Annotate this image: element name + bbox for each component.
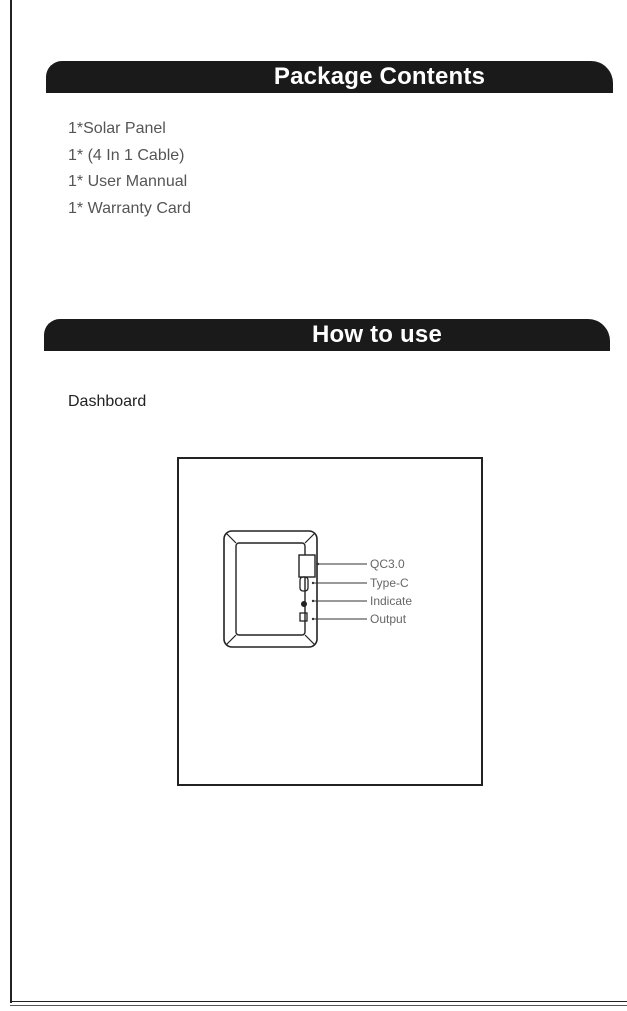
indicate-label: Indicate	[370, 594, 413, 608]
package-contents-list	[68, 116, 191, 222]
list-item: 1*Solar Panel	[68, 120, 166, 137]
qc30-leader-dot	[317, 563, 319, 565]
package-contents-banner	[46, 61, 613, 93]
device-outer-frame	[224, 531, 317, 647]
type-c-label: Type-C	[370, 576, 409, 590]
type-c-port	[300, 577, 308, 591]
indicate-leader-dot	[312, 600, 314, 602]
device-bevel-line	[305, 635, 315, 645]
dashboard-diagram	[177, 457, 483, 786]
left-margin-rule	[10, 0, 12, 1003]
device-bevel-line	[305, 533, 315, 543]
dashboard-diagram-svg	[179, 459, 481, 784]
qc30-port	[299, 555, 315, 577]
type-c-leader-dot	[312, 582, 314, 584]
output-leader-dot	[312, 618, 314, 620]
bottom-rule-secondary	[10, 1005, 627, 1006]
qc30-label: QC3.0	[370, 557, 405, 571]
how-to-use-banner	[44, 319, 610, 351]
output-label: Output	[370, 612, 407, 626]
how-to-use-title: How to use	[311, 321, 442, 348]
bottom-rule	[10, 1001, 627, 1002]
package-contents-title: Package Contents	[273, 63, 486, 90]
device-inner-panel	[236, 543, 305, 635]
output-port	[300, 613, 307, 621]
device-bevel-line	[226, 635, 236, 645]
dashboard-label: Dashboard	[68, 393, 147, 410]
list-item: 1* User Mannual	[68, 173, 188, 190]
device-bevel-line	[226, 533, 236, 543]
list-item: 1* Warranty Card	[68, 199, 191, 217]
list-item: 1* (4 In 1 Cable)	[68, 146, 185, 164]
indicator-dot	[301, 601, 307, 607]
